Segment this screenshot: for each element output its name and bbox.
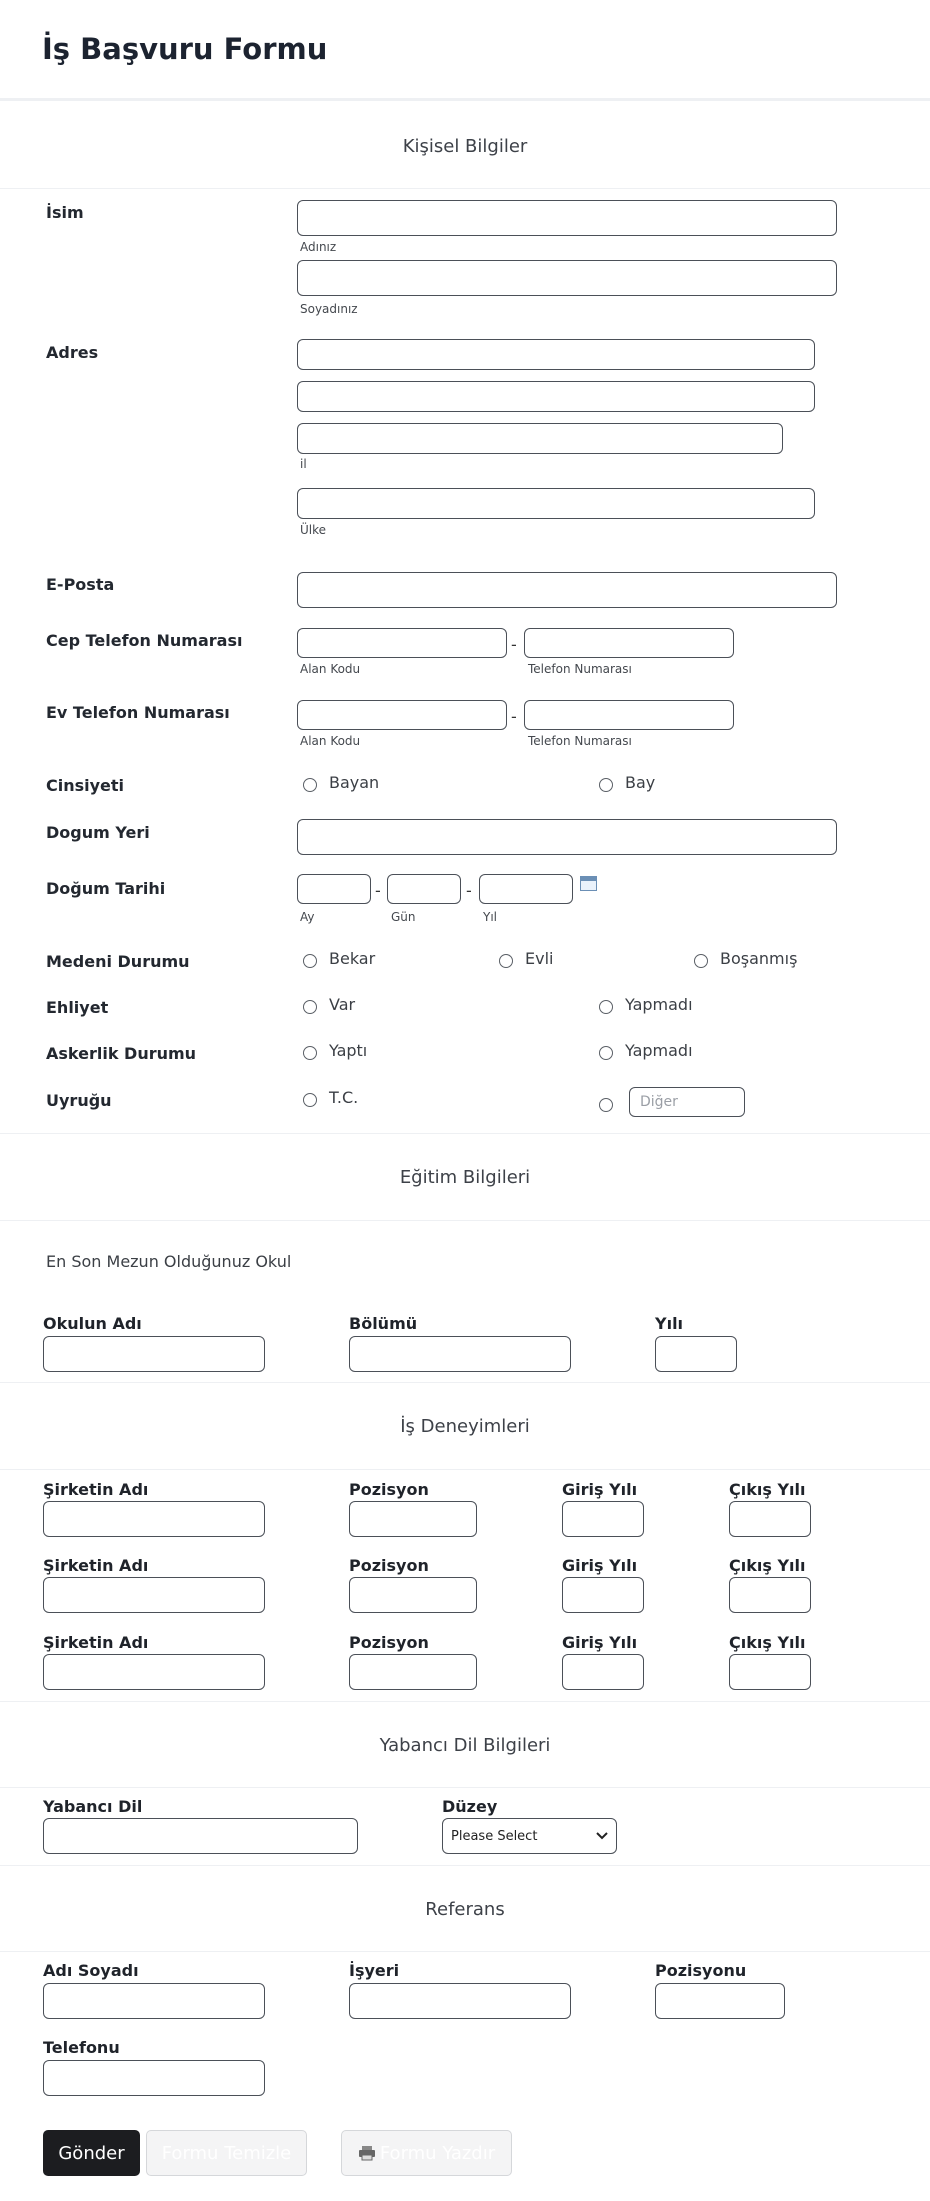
license-radio-yes[interactable] bbox=[303, 1000, 317, 1014]
reference-name-input[interactable] bbox=[43, 1983, 265, 2019]
home-phone-label: Ev Telefon Numarası bbox=[46, 703, 230, 722]
chevron-down-icon bbox=[596, 1832, 608, 1840]
home-number-sublabel: Telefon Numarası bbox=[528, 734, 632, 748]
birthplace-input[interactable] bbox=[297, 819, 837, 855]
military-radio-done[interactable] bbox=[303, 1046, 317, 1060]
submit-button[interactable]: Gönder bbox=[43, 2130, 140, 2176]
birth-year-input[interactable] bbox=[479, 874, 573, 904]
first-name-sublabel: Adınız bbox=[300, 240, 337, 254]
clear-form-button[interactable]: Formu Temizle bbox=[146, 2130, 307, 2176]
section-divider bbox=[0, 1220, 930, 1221]
home-area-code-input[interactable] bbox=[297, 700, 507, 730]
start-year-input[interactable] bbox=[562, 1501, 644, 1537]
section-divider bbox=[0, 1865, 930, 1866]
end-year-label: Çıkış Yılı bbox=[729, 1480, 806, 1499]
graduation-year-input[interactable] bbox=[655, 1336, 737, 1372]
city-input[interactable] bbox=[297, 423, 783, 454]
last-name-sublabel: Soyadınız bbox=[300, 302, 358, 316]
reference-position-label: Pozisyonu bbox=[655, 1961, 747, 1980]
position-input[interactable] bbox=[349, 1654, 477, 1690]
position-input[interactable] bbox=[349, 1577, 477, 1613]
language-level-selected: Please Select bbox=[451, 1828, 538, 1844]
email-input[interactable] bbox=[297, 572, 837, 608]
section-title-language: Yabancı Dil Bilgileri bbox=[379, 1735, 551, 1756]
nationality-option-tc: T.C. bbox=[329, 1088, 359, 1107]
phone-dash: - bbox=[511, 707, 517, 726]
marital-option-single: Bekar bbox=[329, 949, 376, 968]
marital-option-married: Evli bbox=[525, 949, 554, 968]
section-divider bbox=[0, 1951, 930, 1952]
company-name-input[interactable] bbox=[43, 1654, 265, 1690]
reference-phone-label: Telefonu bbox=[43, 2038, 120, 2057]
home-number-input[interactable] bbox=[524, 700, 734, 730]
section-divider bbox=[0, 1382, 930, 1383]
foreign-language-label: Yabancı Dil bbox=[43, 1797, 143, 1816]
reference-workplace-label: İşyeri bbox=[349, 1961, 400, 1980]
gender-option-female: Bayan bbox=[329, 773, 380, 792]
marital-label: Medeni Durumu bbox=[46, 952, 190, 971]
position-label: Pozisyon bbox=[349, 1556, 429, 1575]
mobile-area-code-input[interactable] bbox=[297, 628, 507, 658]
section-title-personal: Kişisel Bilgiler bbox=[402, 136, 528, 157]
section-divider bbox=[0, 1469, 930, 1470]
section-divider bbox=[0, 1133, 930, 1134]
section-divider bbox=[0, 1787, 930, 1788]
section-title-education: Eğitim Bilgileri bbox=[399, 1167, 531, 1188]
name-label: İsim bbox=[46, 203, 84, 222]
marital-radio-married[interactable] bbox=[499, 954, 513, 968]
graduation-year-label: Yılı bbox=[655, 1314, 684, 1333]
license-option-yes: Var bbox=[329, 995, 356, 1014]
first-name-input[interactable] bbox=[297, 200, 837, 236]
company-name-input[interactable] bbox=[43, 1501, 265, 1537]
nationality-other-input[interactable] bbox=[629, 1087, 745, 1117]
military-option-not-done: Yapmadı bbox=[625, 1041, 693, 1060]
date-dash: - bbox=[466, 881, 472, 900]
section-divider bbox=[0, 188, 930, 189]
company-name-input[interactable] bbox=[43, 1577, 265, 1613]
birth-day-sublabel: Gün bbox=[391, 910, 416, 924]
print-form-button[interactable] bbox=[341, 2130, 512, 2176]
military-label: Askerlik Durumu bbox=[46, 1044, 197, 1063]
section-title-experience: İş Deneyimleri bbox=[400, 1416, 530, 1437]
license-radio-no[interactable] bbox=[599, 1000, 613, 1014]
company-name-label: Şirketin Adı bbox=[43, 1556, 149, 1575]
department-label: Bölümü bbox=[349, 1314, 418, 1333]
marital-radio-divorced[interactable] bbox=[694, 954, 708, 968]
last-name-input[interactable] bbox=[297, 260, 837, 296]
country-input[interactable] bbox=[297, 488, 815, 519]
marital-option-divorced: Boşanmış bbox=[720, 949, 798, 968]
start-year-input[interactable] bbox=[562, 1654, 644, 1690]
birth-month-input[interactable] bbox=[297, 874, 371, 904]
foreign-language-input[interactable] bbox=[43, 1818, 358, 1854]
end-year-input[interactable] bbox=[729, 1654, 811, 1690]
position-label: Pozisyon bbox=[349, 1480, 429, 1499]
language-level-label: Düzey bbox=[442, 1797, 498, 1816]
phone-dash: - bbox=[511, 635, 517, 654]
end-year-input[interactable] bbox=[729, 1501, 811, 1537]
company-name-label: Şirketin Adı bbox=[43, 1633, 149, 1652]
email-label: E-Posta bbox=[46, 575, 115, 594]
reference-name-label: Adı Soyadı bbox=[43, 1961, 139, 1980]
start-year-label: Giriş Yılı bbox=[562, 1556, 638, 1575]
license-option-no: Yapmadı bbox=[625, 995, 693, 1014]
printer-icon bbox=[358, 2145, 376, 2161]
end-year-input[interactable] bbox=[729, 1577, 811, 1613]
date-dash: - bbox=[375, 881, 381, 900]
header-divider bbox=[0, 98, 930, 101]
position-label: Pozisyon bbox=[349, 1633, 429, 1652]
nationality-label: Uyruğu bbox=[46, 1091, 112, 1110]
reference-phone-input[interactable] bbox=[43, 2060, 265, 2096]
company-name-label: Şirketin Adı bbox=[43, 1480, 149, 1499]
mobile-number-sublabel: Telefon Numarası bbox=[528, 662, 632, 676]
school-name-input[interactable] bbox=[43, 1336, 265, 1372]
start-year-label: Giriş Yılı bbox=[562, 1633, 638, 1652]
mobile-phone-label: Cep Telefon Numarası bbox=[46, 631, 243, 650]
gender-radio-female[interactable] bbox=[303, 778, 317, 792]
birthdate-label: Doğum Tarihi bbox=[46, 879, 166, 898]
gender-label: Cinsiyeti bbox=[46, 776, 125, 795]
birth-year-sublabel: Yıl bbox=[483, 910, 497, 924]
section-divider bbox=[0, 1701, 930, 1702]
home-area-code-sublabel: Alan Kodu bbox=[300, 734, 361, 748]
department-input[interactable] bbox=[349, 1336, 571, 1372]
print-form-label: Formu Yazdır bbox=[379, 2142, 496, 2164]
city-sublabel: il bbox=[300, 457, 307, 471]
mobile-number-input[interactable] bbox=[524, 628, 734, 658]
start-year-label: Giriş Yılı bbox=[562, 1480, 638, 1499]
birth-month-sublabel: Ay bbox=[300, 910, 315, 924]
end-year-label: Çıkış Yılı bbox=[729, 1556, 806, 1575]
school-name-label: Okulun Adı bbox=[43, 1314, 142, 1333]
reference-position-input[interactable] bbox=[655, 1983, 785, 2019]
birth-day-input[interactable] bbox=[387, 874, 461, 904]
military-option-done: Yaptı bbox=[329, 1041, 368, 1060]
nationality-radio-other[interactable] bbox=[599, 1098, 613, 1112]
military-radio-not-done[interactable] bbox=[599, 1046, 613, 1060]
gender-option-male: Bay bbox=[625, 773, 656, 792]
license-label: Ehliyet bbox=[46, 998, 109, 1017]
end-year-label: Çıkış Yılı bbox=[729, 1633, 806, 1652]
reference-workplace-input[interactable] bbox=[349, 1983, 571, 2019]
section-title-reference: Referans bbox=[425, 1899, 505, 1920]
language-level-select[interactable] bbox=[442, 1818, 617, 1854]
education-intro: En Son Mezun Olduğunuz Okul bbox=[46, 1252, 292, 1271]
address-line1-input[interactable] bbox=[297, 339, 815, 370]
address-label: Adres bbox=[46, 343, 99, 362]
gender-radio-male[interactable] bbox=[599, 778, 613, 792]
form-title: İş Başvuru Formu bbox=[42, 32, 328, 66]
mobile-area-code-sublabel: Alan Kodu bbox=[300, 662, 361, 676]
position-input[interactable] bbox=[349, 1501, 477, 1537]
marital-radio-single[interactable] bbox=[303, 954, 317, 968]
start-year-input[interactable] bbox=[562, 1577, 644, 1613]
nationality-radio-tc[interactable] bbox=[303, 1093, 317, 1107]
address-line2-input[interactable] bbox=[297, 381, 815, 412]
birthplace-label: Dogum Yeri bbox=[46, 823, 150, 842]
calendar-icon[interactable] bbox=[580, 876, 597, 891]
country-sublabel: Ülke bbox=[300, 523, 327, 537]
